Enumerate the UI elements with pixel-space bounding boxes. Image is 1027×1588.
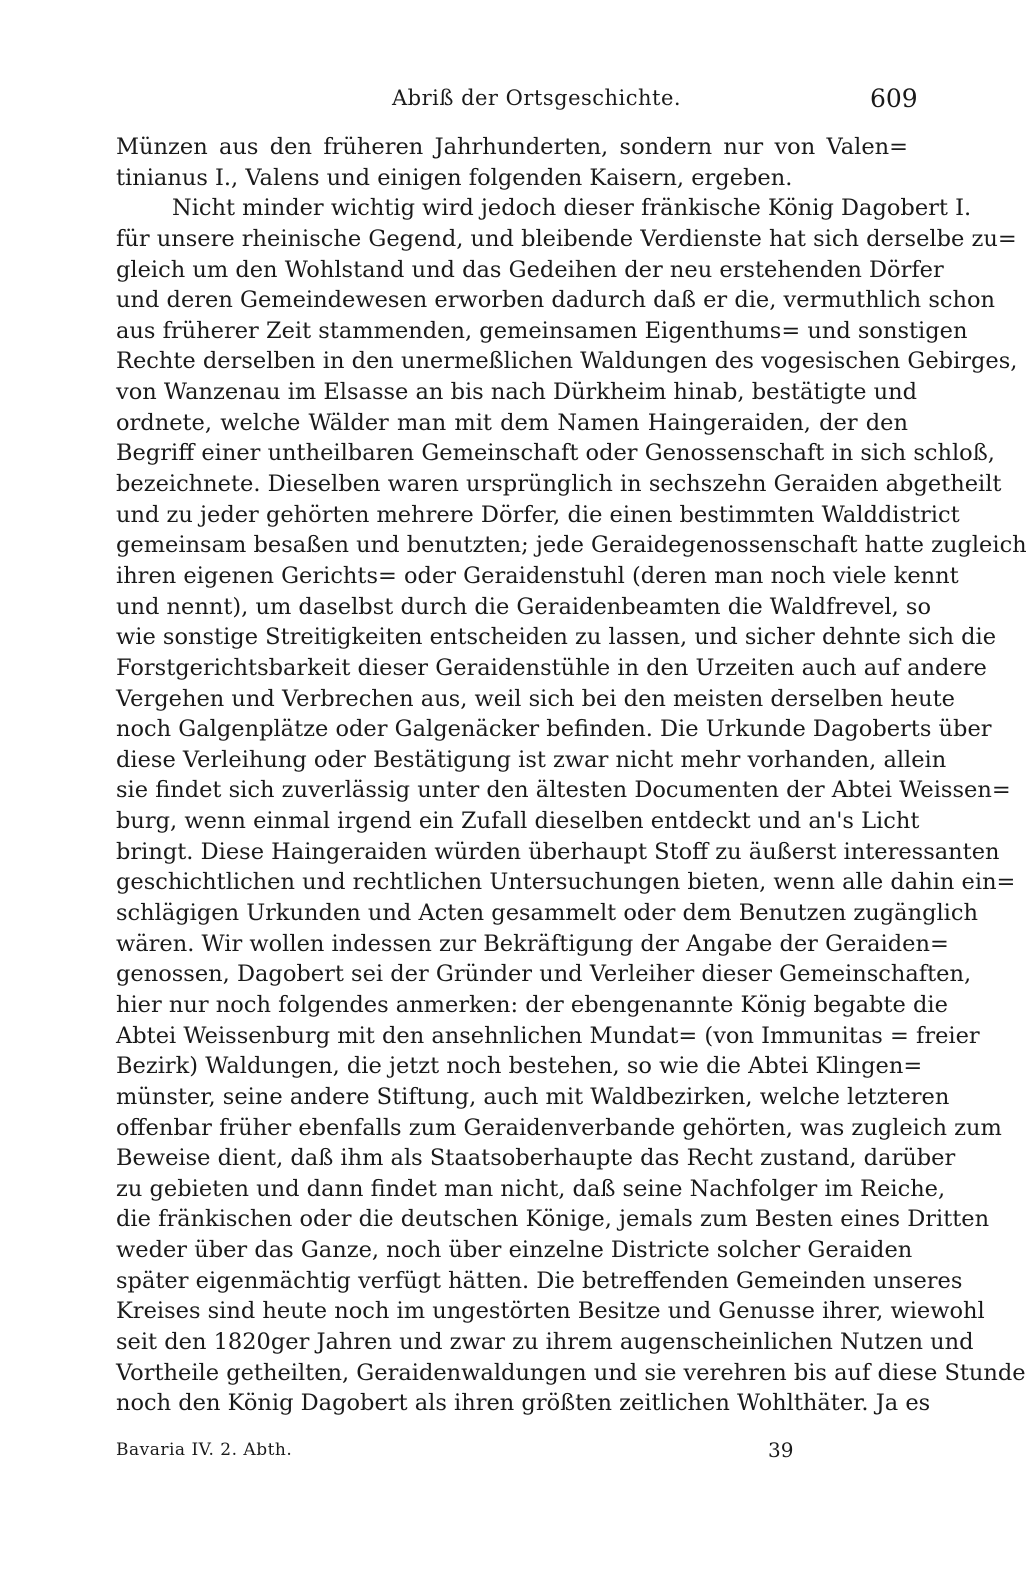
text-line: burg, wenn einmal irgend ein Zufall dieselben entdeckt und an's Licht (116, 808, 920, 835)
page-number: 609 (870, 84, 918, 113)
text-line: gleich um den Wohlstand und das Gedeihen der neu erstehenden Dörfer (116, 256, 944, 283)
text-line: und zu jeder gehörten mehrere Dörfer, die einen bestimmten Walddistrict (116, 501, 960, 528)
text-line: noch Galgenplätze oder Galgenäcker befinden. Die Urkunde Dagoberts über (116, 716, 992, 743)
text-line: bringt. Diese Haingeraiden würden überhaupt Stoff zu äußerst interessanten (116, 838, 1000, 865)
text-line: Begriff einer untheilbaren Gemeinschaft oder Genossenschaft in sich schloß, (116, 440, 995, 467)
page-footer (0, 1440, 1000, 1468)
body-text (116, 132, 1027, 1419)
text-line: wie sonstige Streitigkeiten entscheiden zu lassen, und sicher dehnte sich die (116, 624, 997, 651)
text-line: schlägigen Urkunden und Acten gesammelt oder dem Benutzen zugänglich (116, 900, 978, 927)
text-line: gemeinsam besaßen und benutzten; jede Geraidegenossenschaft hatte zugleich (116, 532, 1027, 559)
text-line: die fränkischen oder die deutschen Könige, jemals zum Besten eines Dritten (116, 1206, 990, 1233)
text-line: diese Verleihung oder Bestätigung ist zwar nicht mehr vorhanden, allein (116, 746, 947, 773)
text-line: münster, seine andere Stiftung, auch mit Waldbezirken, welche letzteren (116, 1083, 950, 1110)
text-line: aus früherer Zeit stammenden, gemeinsamen Eigenthums= und sonstigen (116, 317, 968, 344)
text-line: genossen, Dagobert sei der Gründer und Verleiher dieser Gemeinschaften, (116, 961, 972, 988)
text-line: und nennt), um daselbst durch die Geraidenbeamten die Waldfrevel, so (116, 593, 932, 620)
text-line: Nicht minder wichtig wird jedoch dieser fränkische König Dagobert I. (172, 195, 972, 222)
running-title: Abriß der Ortsgeschichte. (392, 86, 682, 110)
text-line: Rechte derselben in den unermeßlichen Waldungen des vogesischen Gebirges, (116, 348, 1018, 375)
text-line: zu gebieten und dann findet man nicht, daß seine Nachfolger im Reiche, (116, 1175, 946, 1202)
text-line: Beweise dient, daß ihm als Staatsoberhaupte das Recht zustand, darüber (116, 1145, 956, 1172)
text-line: Münzen aus den früheren Jahrhunderten, sondern nur von Valen= (116, 134, 908, 160)
text-line: bezeichnete. Dieselben waren ursprünglich in sechszehn Geraiden abgetheilt (116, 471, 1002, 498)
text-line: noch den König Dagobert als ihren größten zeitlichen Wohlthäter. Ja es (116, 1390, 931, 1417)
running-head (0, 86, 1000, 116)
text-line: offenbar früher ebenfalls zum Geraidenverbande gehörten, was zugleich zum (116, 1114, 1002, 1141)
text-line: Forstgerichtsbarkeit dieser Geraidenstühle in den Urzeiten auch auf andere (116, 654, 987, 681)
text-line: Vergehen und Verbrechen aus, weil sich bei den meisten derselben heute (116, 685, 955, 712)
text-line: von Wanzenau im Elsasse an bis nach Dürkheim hinab, bestätigte und (116, 379, 917, 406)
text-line: weder über das Ganze, noch über einzelne Districte solcher Geraiden (116, 1237, 913, 1264)
text-line: geschichtlichen und rechtlichen Untersuchungen bieten, wenn alle dahin ein= (116, 869, 1016, 896)
signature-mark: Bavaria IV. 2. Abth. (116, 1440, 293, 1460)
text-line: tinianus I., Valens und einigen folgenden Kaisern, ergeben. (116, 164, 793, 191)
text-line: ordnete, welche Wälder man mit dem Namen Haingeraiden, der den (116, 409, 908, 436)
sheet-number: 39 (768, 1438, 794, 1462)
text-line: für unsere rheinische Gegend, und bleibende Verdienste hat sich derselbe zu= (116, 225, 1017, 252)
text-line: und deren Gemeindewesen erworben dadurch daß er die, vermuthlich schon (116, 287, 995, 314)
text-line: später eigenmächtig verfügt hätten. Die betreffenden Gemeinden unseres (116, 1267, 963, 1294)
text-line: Vortheile getheilten, Geraidenwaldungen und sie verehren bis auf diese Stunde (116, 1359, 1026, 1386)
text-line: Bezirk) Waldungen, die jetzt noch bestehen, so wie die Abtei Klingen= (116, 1053, 923, 1080)
text-line: seit den 1820ger Jahren und zwar zu ihrem augenscheinlichen Nutzen und (116, 1328, 974, 1355)
text-line: Kreises sind heute noch im ungestörten Besitze und Genusse ihrer, wiewohl (116, 1298, 985, 1325)
text-line: wären. Wir wollen indessen zur Bekräftigung der Angabe der Geraiden= (116, 930, 949, 957)
text-line: ihren eigenen Gerichts= oder Geraidenstuhl (deren man noch viele kennt (116, 562, 959, 589)
text-line: Abtei Weissenburg mit den ansehnlichen Mundat= (von Immunitas = freier (116, 1022, 980, 1049)
text-line: hier nur noch folgendes anmerken: der ebengenannte König begabte die (116, 991, 948, 1018)
text-line: sie findet sich zuverlässig unter den ältesten Documenten der Abtei Weissen= (116, 777, 1011, 804)
